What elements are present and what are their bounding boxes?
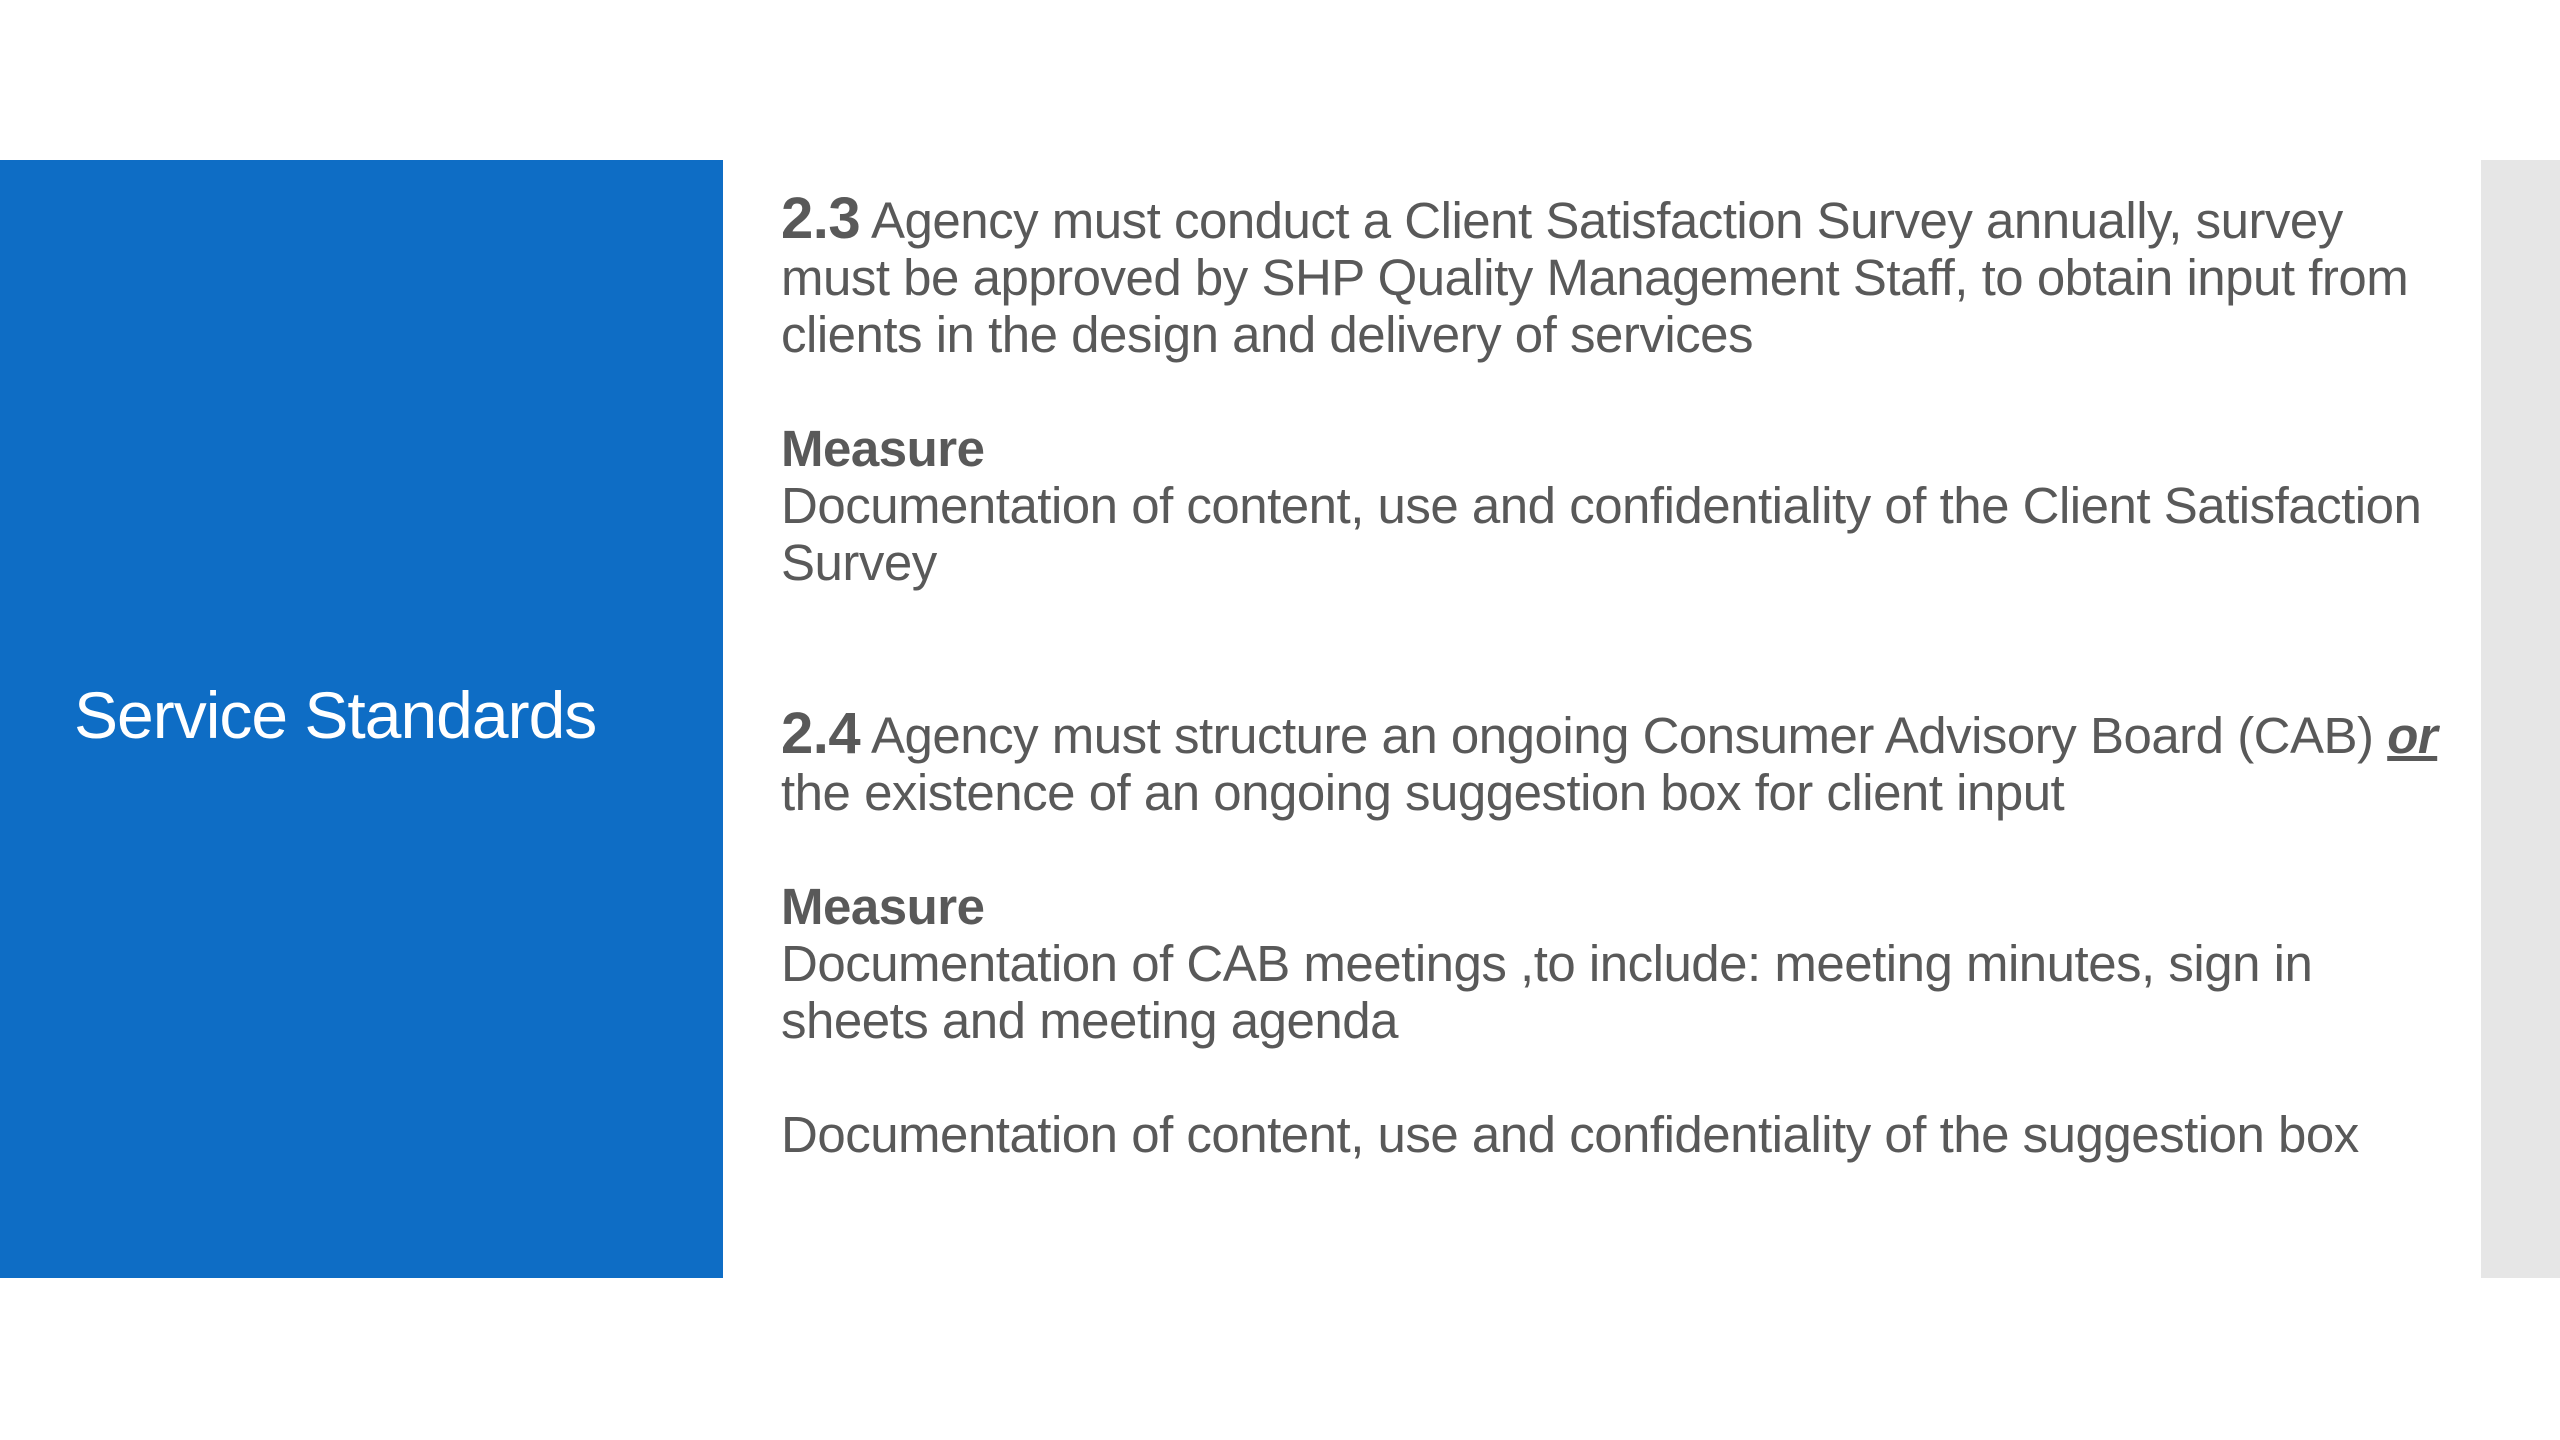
standard-2-3 bbox=[781, 186, 2441, 363]
measure-heading: Measure bbox=[781, 878, 985, 935]
standard-number: 2.3 bbox=[781, 186, 861, 251]
standard-text-after: the existence of an ongoing suggestion box for client input bbox=[781, 764, 2065, 821]
measure-extra-2-4: Documentation of content, use and confidentiality of the suggestion box bbox=[781, 1106, 2359, 1163]
measure-text: Documentation of content, use and confidentiality of the Client Satisfaction Survey bbox=[781, 477, 2422, 591]
standard-text: Agency must conduct a Client Satisfaction Survey annually, survey must be approved by SHP Quality Management Staff, to obtain input from clients in the design and delivery of services bbox=[781, 192, 2409, 363]
or-emphasis: or bbox=[2387, 707, 2438, 764]
slide-title: Service Standards bbox=[74, 678, 597, 752]
content-body bbox=[781, 186, 2441, 1163]
measure-block-2-4 bbox=[781, 878, 2441, 1049]
measure-heading: Measure bbox=[781, 420, 985, 477]
standard-number: 2.4 bbox=[781, 701, 861, 766]
measure-text: Documentation of CAB meetings ,to include: meeting minutes, sign in sheets and meeting agenda bbox=[781, 935, 2313, 1049]
standard-text-before: Agency must structure an ongoing Consumer Advisory Board (CAB) bbox=[860, 707, 2388, 764]
right-accent-bar bbox=[2481, 160, 2560, 1278]
standard-2-4 bbox=[781, 701, 2441, 821]
measure-block-2-3 bbox=[781, 420, 2441, 591]
